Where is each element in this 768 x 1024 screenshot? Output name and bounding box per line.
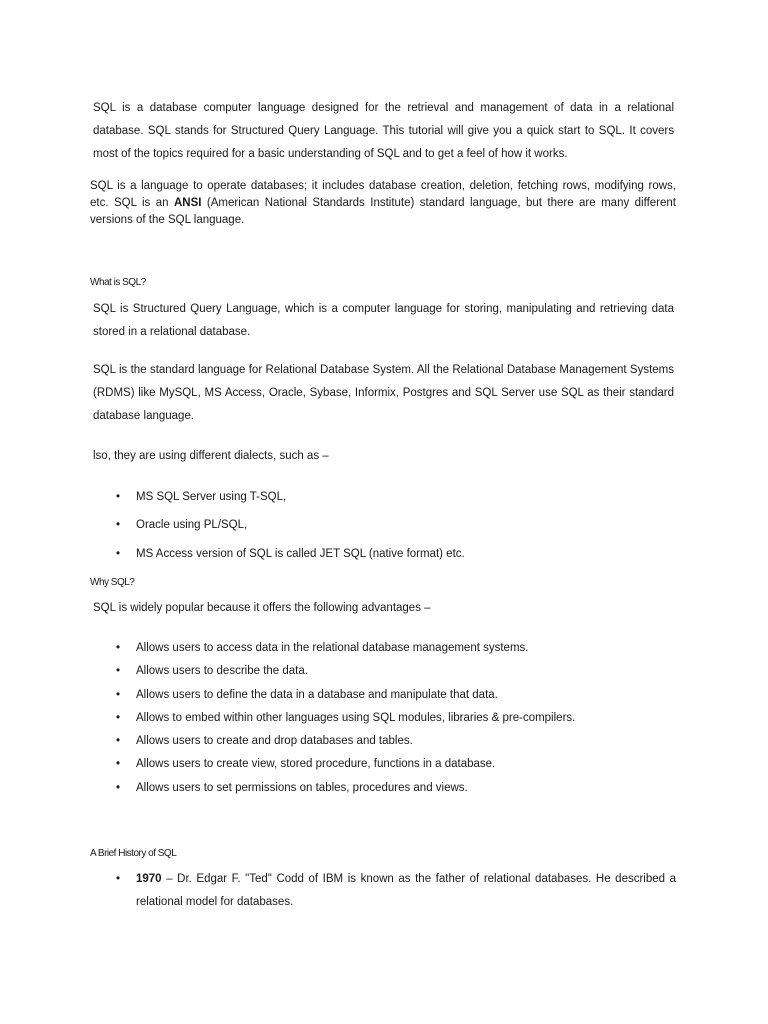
what-is-sql-paragraph-3: lso, they are using different dialects, such as – (93, 450, 329, 462)
heading-why-sql: Why SQL? (90, 577, 135, 588)
list-item: • Allows users to describe the data. (116, 660, 676, 683)
history-year: 1970 (136, 873, 162, 885)
list-item: • MS Access version of SQL is called JET SQL (native format) etc. (116, 545, 676, 564)
history-item-1970 (116, 868, 676, 914)
list-item: • Allows users to access data in the relational database management systems. (116, 637, 676, 660)
list-item: • MS SQL Server using T-SQL, (116, 488, 676, 507)
what-is-sql-paragraph-2: SQL is the standard language for Relational Database System. All the Relational Database Management Systems (RDMS) like MySQL, MS Access, Oracle, Sybase, Informix, Postgres and SQL Server use SQL as their standard database language. (93, 364, 674, 422)
history-text: – Dr. Edgar F. "Ted" Codd of IBM is known as the father of relational databases. He described a relational model for databases. (136, 873, 676, 908)
dialects-list (116, 488, 676, 564)
intro-paragraph-2-start: SQL is a language to operate databases; it includes database creation, deletion, fetching rows, modifying rows, etc. SQL is an (90, 180, 676, 209)
list-item: • Allows users to create and drop databases and tables. (116, 730, 676, 753)
advantages-list (116, 637, 676, 800)
what-is-sql-paragraph-1: SQL is Structured Query Language, which is a computer language for storing, manipulating and retrieving data stored in a relational database. (93, 303, 674, 338)
heading-what-is-sql: What is SQL? (90, 277, 146, 288)
list-item: • Allows users to define the data in a database and manipulate that data. (116, 684, 676, 707)
heading-brief-history: A Brief History of SQL (90, 848, 177, 859)
intro-paragraph-2-end: (American National Standards Institute) standard language, but there are many different versions of the SQL language. (90, 197, 676, 226)
list-item: • Allows users to set permissions on tables, procedures and views. (116, 777, 676, 800)
list-item: • Allows to embed within other languages using SQL modules, libraries & pre-compilers. (116, 707, 676, 730)
intro-paragraph-2 (90, 178, 676, 229)
intro-paragraph-1: SQL is a database computer language designed for the retrieval and management of data in a relational database. SQL stands for Structured Query Language. This tutorial will give you a quick start to SQL. It covers most of the topics required for a basic understanding of SQL and to get a feel of how it works. (93, 102, 674, 160)
ansi-term: ANSI (173, 197, 202, 209)
list-item: • Allows users to create view, stored procedure, functions in a database. (116, 753, 676, 776)
history-list (116, 868, 676, 914)
why-sql-intro: SQL is widely popular because it offers the following advantages – (93, 602, 431, 614)
list-item: • Oracle using PL/SQL, (116, 516, 676, 535)
